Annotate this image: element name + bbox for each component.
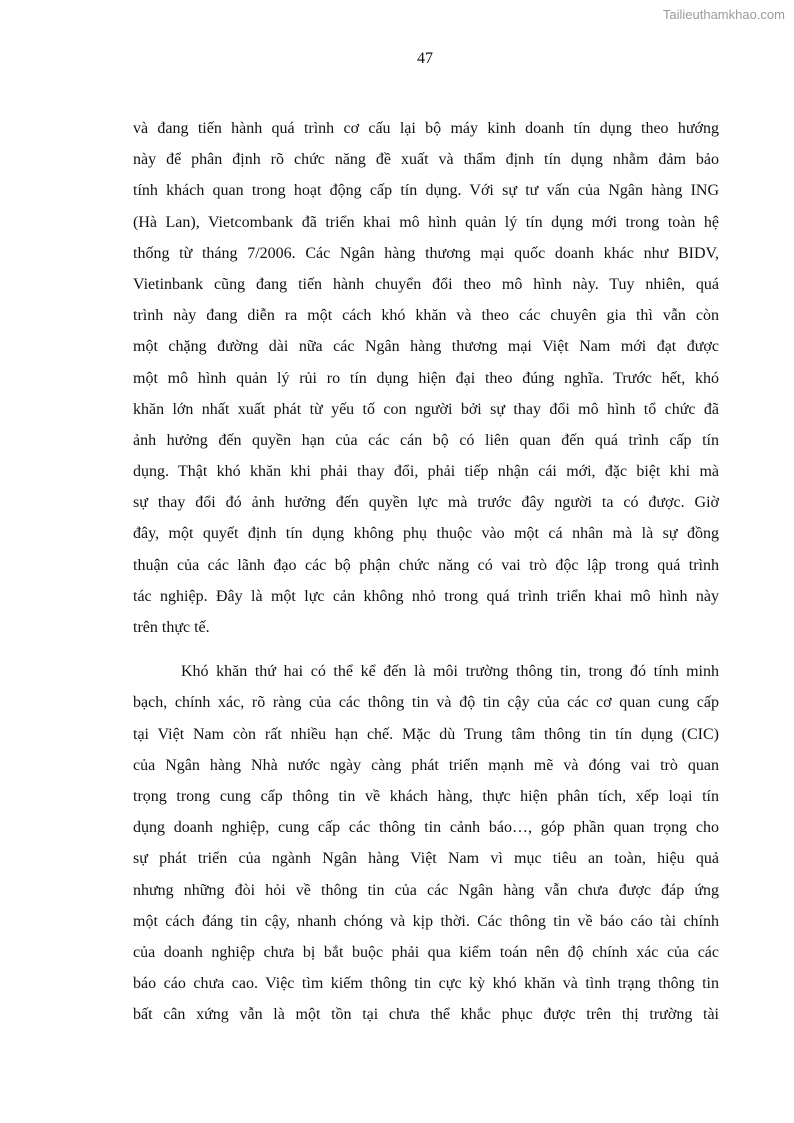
paragraph-spacer: [133, 643, 719, 656]
text-line: nhưng những đòi hỏi về thông tin của các Ngân hàng vẫn chưa được đáp ứng: [133, 881, 719, 899]
text-line: Khó khăn thứ hai có thể kể đến là môi trường thông tin, trong đó tính minh: [181, 663, 719, 681]
text-line: một mô hình quản lý rủi ro tín dụng hiện đại theo đúng nghĩa. Trước hết, khó: [133, 369, 719, 387]
text-line: đây, một quyết định tín dụng không phụ thuộc vào một cá nhân mà là sự đồng: [133, 525, 719, 543]
text-line: báo cáo chưa cao. Việc tìm kiếm thông tin cực kỳ khó khăn và tình trạng thông tin: [133, 975, 719, 993]
watermark-text: Tailieuthamkhao.com: [662, 7, 785, 22]
text-line: tại Việt Nam còn rất nhiều hạn chế. Mặc dù Trung tâm thông tin tín dụng (CIC): [133, 725, 719, 743]
text-line: một cách đáng tin cậy, nhanh chóng và kịp thời. Các thông tin về báo cáo tài chính: [133, 912, 719, 930]
text-line: bất cân xứng vẫn là một tồn tại chưa thể khắc phục được trên thị trường tài: [133, 1006, 719, 1024]
text-line: dụng doanh nghiệp, cung cấp các thông tin cảnh báo…, góp phần quan trọng cho: [133, 819, 719, 837]
document-body: [133, 113, 719, 1030]
paragraph-2: [133, 656, 719, 1030]
paragraph-1: [133, 113, 719, 643]
text-line: tác nghiệp. Đây là một lực cản không nhỏ trong quá trình triển khai mô hình này: [133, 587, 719, 605]
text-line: dụng. Thật khó khăn khi phải thay đổi, phải tiếp nhận cái mới, đặc biệt khi mà: [133, 463, 719, 481]
text-line: của Ngân hàng Nhà nước ngày càng phát triển mạnh mẽ và đóng vai trò quan: [133, 756, 719, 774]
text-line: trọng trong cung cấp thông tin về khách hàng, thực hiện phân tích, xếp loại tín: [133, 787, 719, 805]
text-line: sự phát triển của ngành Ngân hàng Việt Nam vì mục tiêu an toàn, hiệu quả: [133, 850, 719, 868]
page-number: 47: [417, 50, 433, 67]
text-line: tính khách quan trong hoạt động cấp tín dụng. Với sự tư vấn của Ngân hàng ING: [133, 182, 719, 200]
text-line: thuận của các lãnh đạo các bộ phận chức năng có vai trò độc lập trong quá trình: [133, 556, 719, 574]
text-line: một chặng đường dài nữa các Ngân hàng thương mại Việt Nam mới đạt được: [133, 338, 719, 356]
text-line: và đang tiến hành quá trình cơ cấu lại bộ máy kinh doanh tín dụng theo hướng: [133, 120, 719, 137]
text-line: sự thay đổi đó ảnh hưởng đến quyền lực mà trước đây người ta có được. Giờ: [133, 494, 719, 512]
text-line: Vietinbank cũng đang tiến hành chuyển đổi theo mô hình này. Tuy nhiên, quá: [133, 275, 719, 293]
text-line: (Hà Lan), Vietcombank đã triển khai mô hình quản lý tín dụng mới trong toàn hệ: [133, 213, 719, 231]
text-line: ảnh hưởng đến quyền hạn của các cán bộ có liên quan đến quá trình cấp tín: [133, 431, 719, 449]
text-line: của doanh nghiệp chưa bị bắt buộc phải qua kiểm toán nên độ chính xác của các: [133, 943, 719, 961]
text-line: khăn lớn nhất xuất phát từ yếu tố con người bởi sự thay đổi mô hình tổ chức đã: [133, 400, 719, 418]
text-line: này để phân định rõ chức năng đề xuất và thẩm định tín dụng nhằm đảm bảo: [133, 151, 719, 169]
text-line: trên thực tế.: [133, 619, 210, 636]
text-line: bạch, chính xác, rõ ràng của các thông tin và độ tin cậy của các cơ quan cung cấp: [133, 694, 719, 712]
text-line: thống từ tháng 7/2006. Các Ngân hàng thương mại quốc doanh khác như BIDV,: [133, 244, 719, 262]
text-line: trình này đang diễn ra một cách khó khăn và theo các chuyên gia thì vẫn còn: [133, 307, 719, 325]
